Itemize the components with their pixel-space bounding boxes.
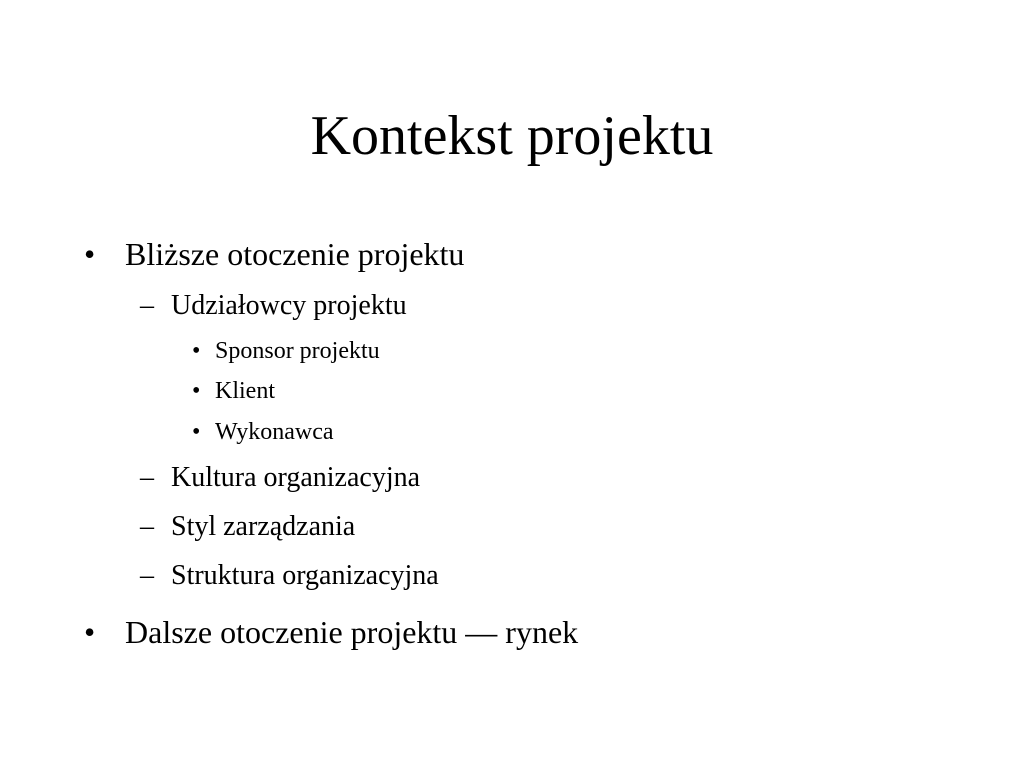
list-item-text: Styl zarządzania <box>171 511 356 542</box>
bullet-marker: • <box>84 236 96 272</box>
bullet-marker: • <box>84 614 96 650</box>
dash-marker: – <box>140 290 154 321</box>
dash-marker: – <box>140 511 154 542</box>
list-item-text: Wykonawca <box>215 419 334 445</box>
list-item-text: Struktura organizacyjna <box>171 560 439 591</box>
list-item-text: Bliższe otoczenie projektu <box>125 236 465 272</box>
bullet-marker: • <box>192 419 201 445</box>
list-item-text: Dalsze otoczenie projektu — rynek <box>125 614 579 650</box>
dash-marker: – <box>140 462 154 493</box>
dash-marker: – <box>140 560 154 591</box>
list-item-text: Sponsor projektu <box>215 338 380 364</box>
slide-title: Kontekst projektu <box>310 105 714 167</box>
bullet-marker: • <box>192 378 201 404</box>
list-item-text: Kultura organizacyjna <box>171 462 421 493</box>
list-item-text: Klient <box>215 378 275 404</box>
bullet-marker: • <box>192 338 201 364</box>
list-item-text: Udziałowcy projektu <box>171 290 407 321</box>
